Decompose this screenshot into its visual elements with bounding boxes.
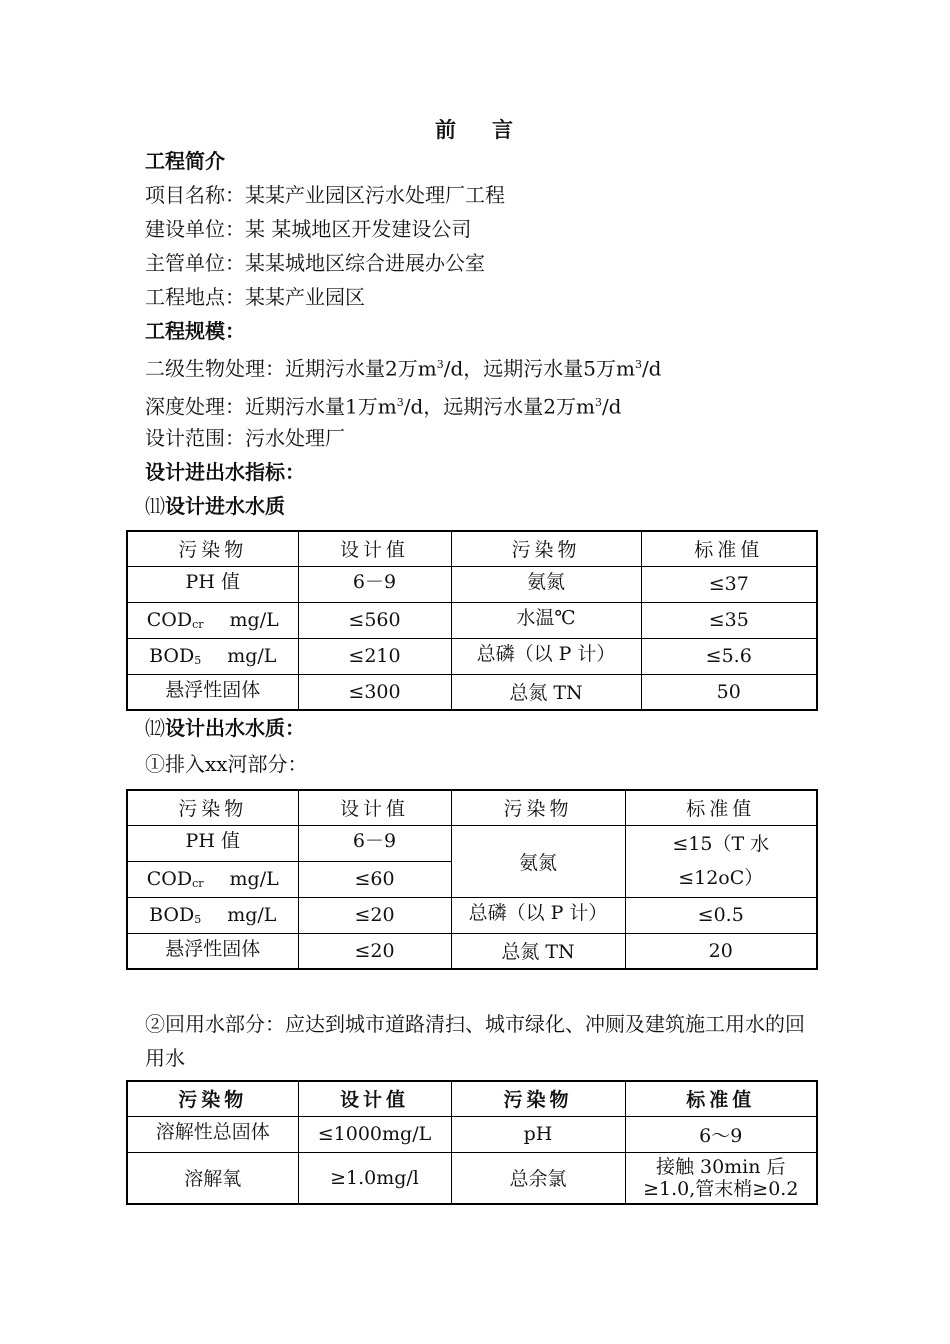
design-range: 设计范围：污水处理厂 bbox=[145, 426, 345, 450]
cell-ph: PH 值 bbox=[127, 825, 298, 861]
cell-cod-value: ≤560 bbox=[298, 602, 451, 638]
cell-cod: $COD_{cr}$ mg/L bbox=[127, 861, 298, 897]
cell-cl: 总余氯 bbox=[451, 1152, 625, 1204]
cell-nh3-value: ≤37 bbox=[641, 566, 817, 602]
header-standard-value: 标准值 bbox=[625, 790, 817, 825]
cell-cod: $COD_{cr}$ mg/L bbox=[127, 602, 298, 638]
header-design-value: 设计值 bbox=[298, 1081, 451, 1116]
cell-ss: 悬浮性固体 bbox=[127, 933, 298, 969]
reuse-quality-table bbox=[126, 1080, 818, 1205]
title-char-2: 言 bbox=[492, 117, 515, 142]
header-pollutant-2: 污染物 bbox=[451, 1081, 625, 1116]
header-pollutant-2: 污染物 bbox=[451, 531, 641, 566]
header-design-value: 设计值 bbox=[298, 531, 451, 566]
header-design-value: 设计值 bbox=[298, 790, 451, 825]
cell-nh3: 氨氮 bbox=[451, 566, 641, 602]
project-name: 项目名称：某某产业园区污水处理厂工程 bbox=[145, 183, 505, 207]
cell-cl-value: 接触 30min 后 ≥1.0,管末梢≥0.2 bbox=[625, 1152, 817, 1204]
header-pollutant: 污染物 bbox=[127, 1081, 298, 1116]
cell-bod: $BOD_5$ mg/L bbox=[127, 638, 298, 674]
indicators-heading: 设计进出水指标： bbox=[145, 460, 305, 484]
cell-nh3: 氨氮 bbox=[451, 825, 625, 897]
builder: 建设单位：某 某城地区开发建设公司 bbox=[145, 217, 472, 241]
intro-heading: 工程简介 bbox=[145, 149, 225, 173]
reuse-text: ②回用水部分：应达到城市道路清扫、城市绿化、冲厕及建筑施工用水的回用水 bbox=[145, 1012, 805, 1070]
page-title bbox=[0, 114, 950, 144]
cell-tn-value: 20 bbox=[625, 933, 817, 969]
cell-ss-value: ≤20 bbox=[298, 933, 451, 969]
cell-tp: 总磷（以 P 计） bbox=[451, 638, 641, 674]
cell-ph: pH bbox=[451, 1116, 625, 1152]
inlet-heading: ⑾设计进水水质 bbox=[145, 494, 285, 518]
cell-do-value: ≥1.0mg/l bbox=[298, 1152, 451, 1204]
advanced-treatment: 深度处理：近期污水量1万$m^3/d$，远期污水量2万$m^3/d$ bbox=[145, 394, 622, 419]
cell-tds-value: ≤1000mg/L bbox=[298, 1116, 451, 1152]
cell-ph-value: 6～9 bbox=[625, 1116, 817, 1152]
cell-ph: PH 值 bbox=[127, 566, 298, 602]
secondary-treatment: 二级生物处理：近期污水量2万$m^3/d$，远期污水量5万$m^3/d$ bbox=[145, 356, 662, 381]
title-char-1: 前 bbox=[435, 117, 458, 142]
cell-bod-value: ≤20 bbox=[298, 897, 451, 933]
cell-tn-value: 50 bbox=[641, 674, 817, 710]
cell-tds: 溶解性总固体 bbox=[127, 1116, 298, 1152]
cell-bod: $BOD_5$ mg/L bbox=[127, 897, 298, 933]
header-standard-value: 标准值 bbox=[625, 1081, 817, 1116]
cell-ss-value: ≤300 bbox=[298, 674, 451, 710]
cell-tp: 总磷（以 P 计） bbox=[451, 897, 625, 933]
cell-do: 溶解氧 bbox=[127, 1152, 298, 1204]
cell-tn: 总氮 TN bbox=[451, 674, 641, 710]
cell-nh3-value: ≤15（T 水 ≤12oC） bbox=[625, 825, 817, 897]
header-standard-value: 标准值 bbox=[641, 531, 817, 566]
scale-heading: 工程规模： bbox=[145, 319, 245, 343]
discharge-heading: ①排入xx河部分： bbox=[145, 752, 308, 776]
cell-ph-value: 6－9 bbox=[298, 566, 451, 602]
header-pollutant-2: 污染物 bbox=[451, 790, 625, 825]
cell-ss: 悬浮性固体 bbox=[127, 674, 298, 710]
authority: 主管单位：某某城地区综合进展办公室 bbox=[145, 251, 485, 275]
cell-tp-value: ≤5.6 bbox=[641, 638, 817, 674]
cell-tn: 总氮 TN bbox=[451, 933, 625, 969]
cell-bod-value: ≤210 bbox=[298, 638, 451, 674]
outlet-quality-table bbox=[126, 789, 818, 970]
outlet-heading: ⑿设计出水水质： bbox=[145, 716, 305, 740]
location: 工程地点：某某产业园区 bbox=[145, 285, 365, 309]
header-pollutant: 污染物 bbox=[127, 531, 298, 566]
header-pollutant: 污染物 bbox=[127, 790, 298, 825]
cell-tp-value: ≤0.5 bbox=[625, 897, 817, 933]
cell-cod-value: ≤60 bbox=[298, 861, 451, 897]
cell-ph-value: 6－9 bbox=[298, 825, 451, 861]
cell-temp: 水温℃ bbox=[451, 602, 641, 638]
inlet-quality-table bbox=[126, 530, 818, 711]
cell-temp-value: ≤35 bbox=[641, 602, 817, 638]
